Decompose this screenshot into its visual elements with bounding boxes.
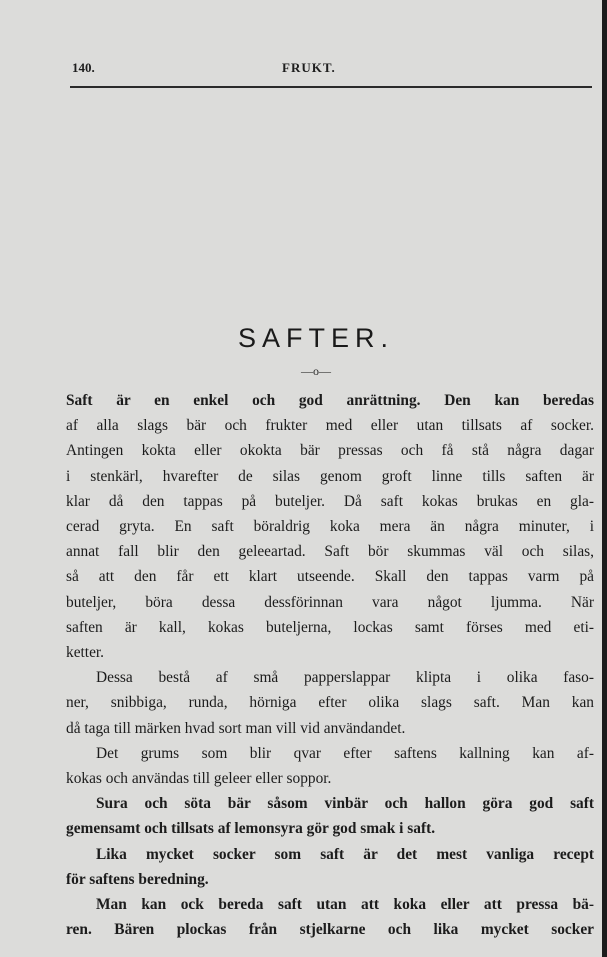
page-header — [72, 60, 592, 80]
text-line: för saftens beredning. — [66, 870, 209, 888]
paragraph-5 — [66, 842, 594, 892]
text-line: Sura och söta bär såsom vinbär och hallon göra god saft — [96, 795, 594, 813]
text-line: af alla slags bär och frukter med eller utan tillsats af socker. — [66, 417, 594, 435]
text-line: Lika mycket socker som saft är det mest vanliga recept — [96, 845, 594, 863]
text-line: Det grums som blir qvar efter saftens kallning kan af- — [96, 744, 594, 762]
text-line: annat fall blir den geleeartad. Saft bör skummas väl och silas, — [66, 543, 594, 561]
paragraph-6 — [66, 892, 594, 942]
text-line: Dessa bestå af små papperslappar klipta i olika faso- — [96, 669, 594, 687]
text-line: gemensamt och tillsats af lemonsyra gör god smak i saft. — [66, 820, 436, 838]
text-line: Saft är en enkel och god anrättning. Den kan beredas — [66, 392, 594, 409]
running-title: FRUKT. — [282, 60, 336, 75]
section-title: SAFTER. — [237, 323, 394, 353]
text-line: då taga till märken hvad sort man vill vid användandet. — [66, 719, 406, 737]
section-ornament: —o— — [301, 364, 331, 378]
text-line: kokas och användas till geleer eller soppor. — [66, 770, 332, 788]
text-line: ner, snibbiga, runda, hörniga efter olika slags saft. Man kan — [66, 694, 594, 712]
paragraph-3 — [66, 741, 594, 791]
header-rule — [70, 86, 592, 88]
text-line: cerad gryta. En saft böraldrig koka mera än några minuter, i — [66, 518, 594, 536]
text-line: saften är kall, kokas buteljerna, lockas samt förses med eti- — [66, 618, 594, 636]
paragraph-4 — [66, 791, 594, 841]
text-line: Man kan ock bereda saft utan att koka eller att pressa bä- — [96, 896, 594, 914]
page-number: 140. — [72, 60, 95, 75]
text-line: klar då den tappas på buteljer. Då saft kokas brukas en gla- — [66, 492, 594, 510]
body-text — [66, 388, 594, 942]
text-line: så att den får ett klart utseende. Skall den tappas varm på — [66, 568, 594, 586]
paragraph-1 — [66, 388, 594, 665]
text-line: Antingen kokta eller okokta bär pressas och få stå några dagar — [66, 442, 594, 460]
text-line: ketter. — [66, 644, 105, 662]
text-line: buteljer, böra dessa dessförinnan vara något ljumma. När — [66, 593, 594, 611]
text-line: ren. Bären plockas från stjelkarne och lika mycket socker — [66, 921, 594, 939]
paragraph-2 — [66, 665, 594, 741]
text-line: i stenkärl, hvarefter de silas genom groft linne tills saften är — [66, 467, 594, 485]
